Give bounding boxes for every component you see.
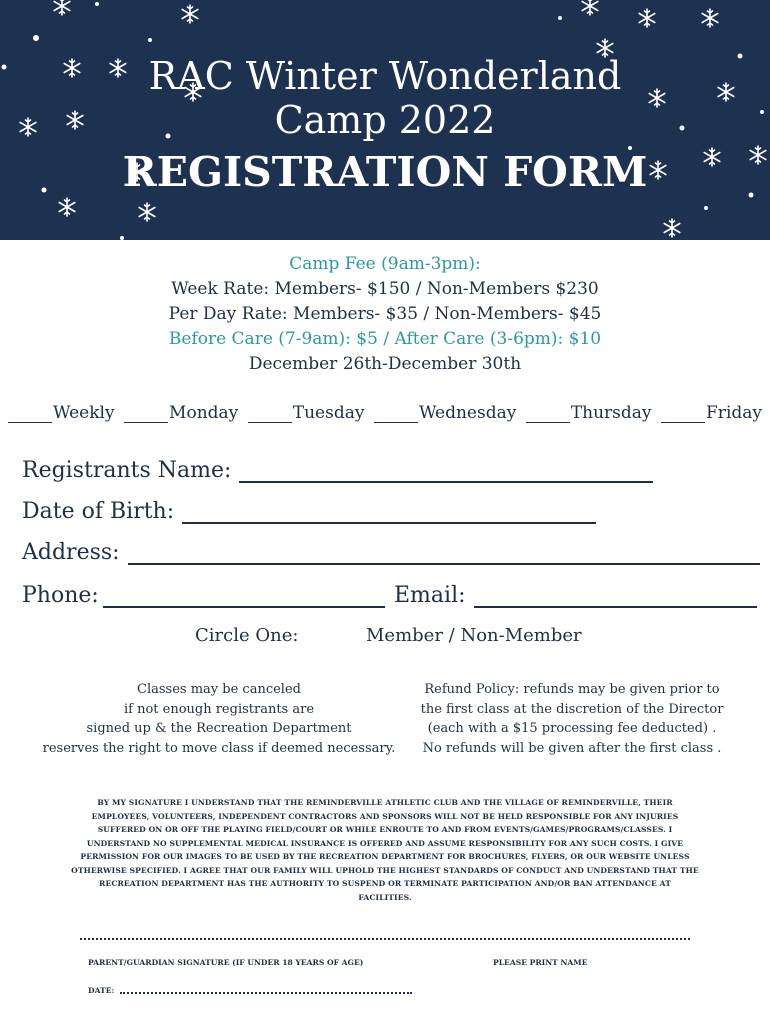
week-rate: Week Rate: Members- $150 / Non-Members $230 bbox=[171, 279, 599, 299]
dob-label: Date of Birth: bbox=[22, 499, 175, 524]
header-banner bbox=[0, 0, 770, 240]
membership-choice[interactable]: Member / Non-Member bbox=[366, 625, 582, 646]
email-row bbox=[394, 583, 757, 608]
signature-line[interactable] bbox=[80, 938, 690, 940]
phone-field[interactable] bbox=[103, 584, 385, 608]
registrant-name-field[interactable] bbox=[239, 459, 653, 483]
policy-line: reserves the right to move class if deemed necessary. bbox=[42, 740, 396, 756]
liability-waiver bbox=[60, 796, 710, 904]
day-selection bbox=[0, 403, 770, 423]
day-blank[interactable] bbox=[8, 406, 52, 423]
waiver-line: FACILITIES. bbox=[358, 892, 412, 902]
title-registration-form: REGISTRATION FORM bbox=[122, 148, 648, 196]
circle-one-label: Circle One: bbox=[195, 625, 299, 646]
day-option-tuesday[interactable] bbox=[248, 403, 365, 423]
waiver-line: OTHERWISE SPECIFIED. I AGREE THAT OUR FAMILY WILL UPHOLD THE HIGHEST STANDARDS OF CONDUCT AND UNDERSTAND THAT THE bbox=[71, 865, 699, 875]
camp-fee-heading: Camp Fee (9am-3pm): bbox=[289, 254, 481, 274]
waiver-line: SUFFERED ON OR OFF THE PLAYING FIELD/COURT OR WHILE ENROUTE TO AND FROM EVENTS/GAMES/PROGRAMS/CLASSES. I bbox=[97, 825, 673, 834]
day-label: Friday bbox=[706, 403, 762, 423]
waiver-line: RECREATION DEPARTMENT HAS THE AUTHORITY TO SUSPEND OR TERMINATE PARTICIPATION AND/OR BAN ATTENDANCE AT bbox=[99, 879, 671, 888]
address-field[interactable] bbox=[128, 541, 760, 565]
policy-line: Refund Policy: refunds may be given prior to bbox=[424, 682, 720, 697]
day-option-friday[interactable] bbox=[661, 403, 762, 423]
registrant-name-row bbox=[22, 458, 653, 483]
dob-field[interactable] bbox=[182, 500, 596, 524]
title-line-1: RAC Winter Wonderland bbox=[148, 54, 622, 98]
day-blank[interactable] bbox=[248, 406, 292, 423]
date-label: DATE: bbox=[88, 986, 115, 995]
policy-line: the first class at the discretion of the Director bbox=[420, 701, 724, 717]
phone-label: Phone: bbox=[22, 583, 99, 608]
parent-signature-label: PARENT/GUARDIAN SIGNATURE (IF UNDER 18 YEARS OF AGE) bbox=[88, 958, 364, 967]
day-option-wednesday[interactable] bbox=[374, 403, 516, 423]
day-blank[interactable] bbox=[374, 406, 418, 423]
day-option-monday[interactable] bbox=[124, 403, 238, 423]
waiver-line: UNDERSTAND NO SUPPLEMENTAL MEDICAL INSURANCE IS OFFERED AND ASSUME RESPONSIBILITY FOR ANY SUCH COSTS. I GIVE bbox=[86, 838, 684, 848]
address-row bbox=[22, 540, 760, 565]
policy-line: (each with a $15 processing fee deducted) . bbox=[427, 721, 717, 736]
policy-line: if not enough registrants are bbox=[123, 701, 315, 717]
camp-dates: December 26th-December 30th bbox=[248, 354, 522, 374]
print-name-label: PLEASE PRINT NAME bbox=[493, 958, 588, 967]
refund-policy bbox=[412, 680, 732, 758]
day-rate: Per Day Rate: Members- $35 / Non-Members- $45 bbox=[168, 304, 602, 324]
policy-line: signed up & the Recreation Department bbox=[86, 721, 352, 736]
day-blank[interactable] bbox=[124, 406, 168, 423]
waiver-line: BY MY SIGNATURE I UNDERSTAND THAT THE REMINDERVILLE ATHLETIC CLUB AND THE VILLAGE OF REMINDERVILLE, THEIR bbox=[97, 798, 673, 807]
day-label: Thursday bbox=[570, 403, 652, 423]
day-blank[interactable] bbox=[526, 406, 570, 423]
address-label: Address: bbox=[22, 540, 120, 565]
day-label: Wednesday bbox=[418, 403, 517, 423]
day-label: Tuesday bbox=[292, 403, 365, 423]
day-label: Weekly bbox=[53, 403, 115, 423]
dob-row bbox=[22, 499, 596, 524]
policy-line: Classes may be canceled bbox=[137, 682, 301, 697]
registrant-name-label: Registrants Name: bbox=[22, 458, 232, 483]
policy-line: No refunds will be given after the first class . bbox=[422, 740, 722, 756]
waiver-line: EMPLOYEES, VOLUNTEERS, INDEPENDENT CONTRACTORS AND SPONSORS WILL NOT BE HELD RESPONSIBLE FOR ANY INJURIES bbox=[91, 811, 679, 821]
email-label: Email: bbox=[394, 583, 466, 608]
day-label: Monday bbox=[169, 403, 239, 423]
date-line[interactable] bbox=[120, 992, 412, 994]
day-option-thursday[interactable] bbox=[526, 403, 652, 423]
waiver-line: PERMISSION FOR OUR IMAGES TO BE USED BY THE RECREATION DEPARTMENT FOR BROCHURES, FLYERS, OR OUR WEBSITE UNLESS bbox=[80, 852, 690, 861]
title-line-2: Camp 2022 bbox=[274, 98, 496, 142]
phone-row bbox=[22, 583, 385, 608]
day-blank[interactable] bbox=[661, 406, 705, 423]
cancellation-policy bbox=[20, 680, 418, 758]
care-rates: Before Care (7-9am): $5 / After Care (3-6pm): $10 bbox=[168, 329, 602, 349]
email-field[interactable] bbox=[474, 584, 757, 608]
day-option-weekly[interactable] bbox=[8, 403, 115, 423]
